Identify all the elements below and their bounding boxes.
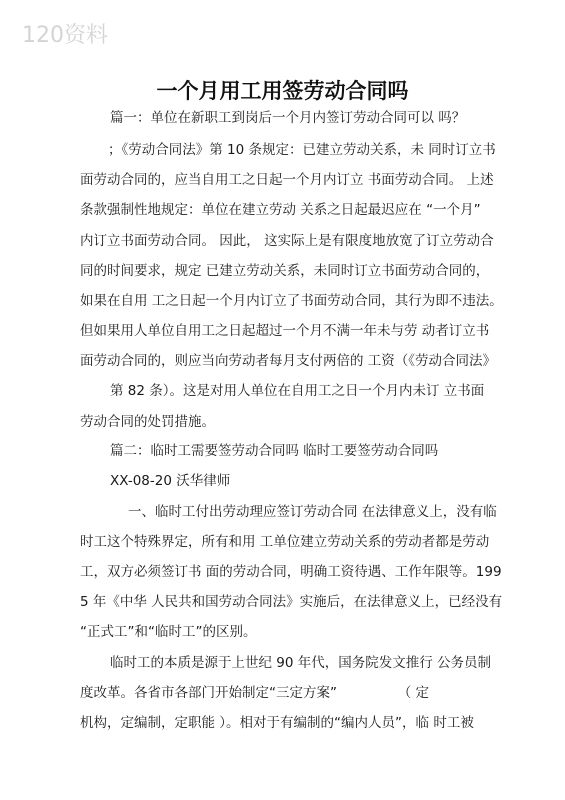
paragraph-line: 5 年《中华 人民共和国劳动合同法》实施后，在法律意义上，已经没有 (80, 594, 503, 610)
section2-heading: 篇二：临时工需要签劳动合同吗 临时工要签劳动合同吗 (110, 443, 439, 459)
paragraph-line: 临时工的本质是源于上世纪 90 年代，国务院发文推行 公务员制 (110, 655, 492, 671)
paragraph-line: 一、临时工付出劳动理应签订劳动合同 在法律意义上，没有临 (128, 504, 497, 520)
paragraph-line: 面劳动合同的，则应当向劳动者每月支付两倍的 工资（《劳动合同法》 (80, 353, 497, 369)
paragraph-line: 内订立书面劳动合同。 因此， 这实际上是有限度地放宽了订立劳动合 (80, 233, 494, 249)
paragraph-line: 条款强制性地规定：单位在建立劳动 关系之日起最迟应在 “一个月” (80, 202, 481, 218)
paragraph-line: 工，双方必须签订书 面的劳动合同，明确工资待遇、工作年限等。199 (80, 564, 502, 580)
paragraph-line: 面劳动合同的，应当自用工之日起一个月内订立 书面劳动合同。 上述 (80, 172, 494, 188)
author-date-line: XX-08-20 沃华律师 (110, 473, 231, 489)
paragraph-line: 第 82 条）。这是对用人单位在自用工之日一个月内未订 立书面 (110, 383, 485, 399)
paragraph-line: 度改革。各省市各部门开始制定“三定方案” （ 定 (80, 685, 430, 701)
document-title: 一个月用工用签劳动合同吗 (156, 79, 409, 103)
section1-heading: 篇一：单位在新职工到岗后一个月内签订劳动合同可以 吗？ (110, 110, 466, 126)
paragraph-line: 机构，定编制，定职能 ）。相对于有编制的“编内人员”，临 时工被 (80, 715, 474, 731)
paragraph-line: 时工这个特殊界定，所有和用 工单位建立劳动关系的劳动者都是劳动 (80, 534, 490, 550)
paragraph-line: 同的时间要求，规定 已建立劳动关系，未同时订立书面劳动合同的， (80, 263, 490, 279)
paragraph-line: 劳动合同的处罚措施。 (80, 414, 215, 430)
paragraph-line: “正式工”和“临时工”的区别。 (80, 624, 257, 640)
paragraph-line: 但如果用人单位自用工之日起超过一个月不满一年未与劳 动者订立书 (80, 323, 490, 339)
watermark-logo: 120资料 (22, 23, 108, 48)
paragraph-line: 如果在自用 工之日起一个月内订立了书面劳动合同，其行为即不违法。 (80, 293, 503, 309)
paragraph-line: ；《劳动合同法》第 10 条规定：已建立劳动关系，未 同时订立书 (108, 142, 496, 158)
